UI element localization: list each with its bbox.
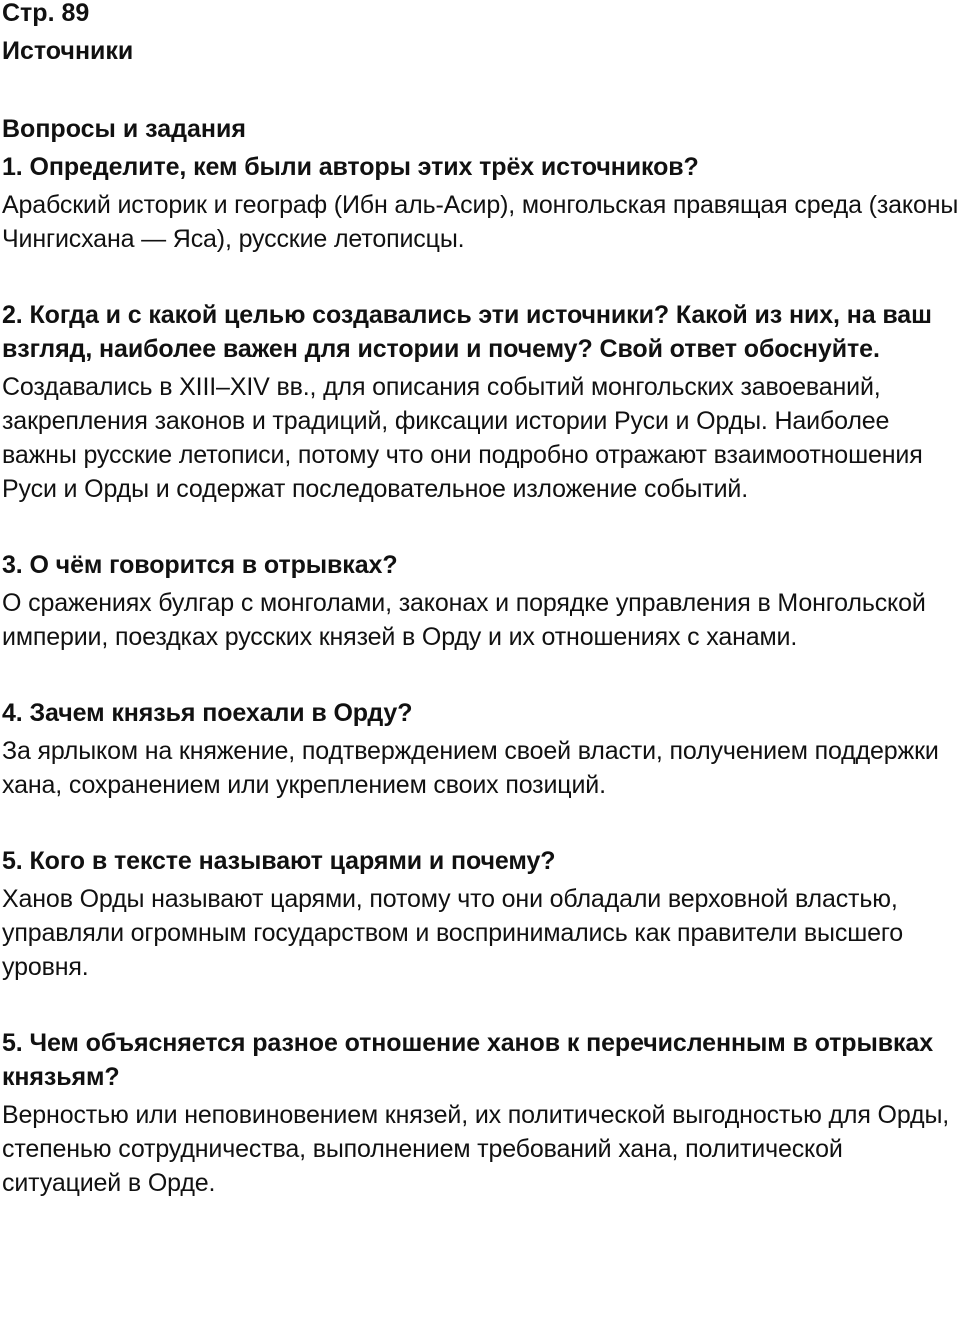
qa-item-6 — [2, 1026, 959, 1200]
question-text: 5. Чем объясняется разное отношение ханов к перечисленным в отрывках князьям? — [2, 1029, 933, 1091]
answer-text: О сражениях булгар с монголами, законах и порядке управления в Монгольской империи, поездках русских князей в Орду и их отношениях с ханами. — [2, 589, 926, 651]
answer-text: За ярлыком на княжение, подтверждением своей власти, получением поддержки хана, сохранением или укреплением своих позиций. — [2, 737, 939, 799]
question-text: 5. Кого в тексте называют царями и почему? — [2, 847, 556, 875]
qa-item-2 — [2, 298, 959, 506]
answer-text: Арабский историк и географ (Ибн аль-Асир), монгольская правящая среда (законы Чингисхана — Яса), русские летописцы. — [2, 191, 959, 253]
section-title: Источники — [2, 37, 134, 65]
question-text: 1. Определите, кем были авторы этих трёх источников? — [2, 153, 699, 181]
qa-item-1 — [2, 150, 959, 256]
qa-item-3 — [2, 548, 959, 654]
answer-text: Верностью или неповиновением князей, их политической выгодностью для Орды, степенью сотрудничества, выполнением требований хана, политической ситуацией в Орде. — [2, 1101, 950, 1197]
qa-item-4 — [2, 696, 959, 802]
question-text: 3. О чём говорится в отрывках? — [2, 551, 398, 579]
question-text: 2. Когда и с какой целью создавались эти источники? Какой из них, на ваш взгляд, наиболее важен для истории и почему? Свой ответ обоснуйте. — [2, 301, 932, 363]
question-text: 4. Зачем князья поехали в Орду? — [2, 699, 413, 727]
questions-heading: Вопросы и задания — [2, 115, 246, 143]
page-number: Стр. 89 — [2, 0, 90, 27]
qa-item-5 — [2, 844, 959, 984]
answer-text: Ханов Орды называют царями, потому что они обладали верховной властью, управляли огромным государством и воспринимались как правители высшего уровня. — [2, 885, 904, 981]
answer-text: Создавались в XIII–XIV вв., для описания событий монгольских завоеваний, закрепления законов и традиций, фиксации истории Руси и Орды. Наиболее важны русские летописи, потому что они подробно отражают взаимоотношения Руси и Орды и содержат последовательное изложение событий. — [2, 373, 923, 503]
